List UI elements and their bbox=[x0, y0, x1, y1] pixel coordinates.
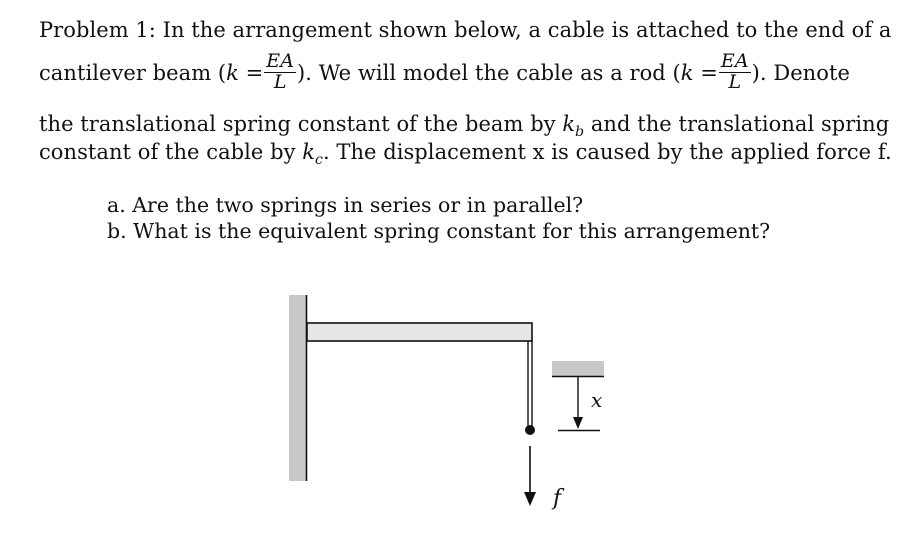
fraction-numerator-2: EA bbox=[720, 50, 749, 72]
fraction-denominator: L bbox=[273, 70, 287, 93]
equals-sign: = bbox=[238, 60, 264, 85]
line2-text-c: ). Denote bbox=[751, 60, 850, 85]
displacement-arrow-head bbox=[573, 417, 583, 429]
kb-symbol: k bbox=[562, 112, 576, 136]
kb-subscript: b bbox=[575, 124, 585, 141]
fraction-denominator-2: L bbox=[728, 70, 742, 93]
cantilever-beam bbox=[307, 323, 532, 341]
question-a: a. Are the two springs in series or in parallel? bbox=[107, 193, 584, 217]
k-symbol-2: k bbox=[680, 60, 694, 85]
kc-subscript: c bbox=[315, 152, 323, 169]
line4-text-a: constant of the cable by bbox=[39, 140, 303, 164]
reference-ground bbox=[552, 361, 604, 376]
question-b: b. What is the equivalent spring constant for this arrangement? bbox=[107, 219, 771, 243]
cable-end-point bbox=[525, 425, 535, 435]
line2-text-b: ). We will model the cable as a rod ( bbox=[297, 60, 681, 85]
line3-text-a: the translational spring constant of the beam by bbox=[39, 112, 563, 136]
fixed-wall bbox=[289, 295, 306, 481]
force-label: f bbox=[553, 486, 562, 511]
k-symbol: k bbox=[226, 60, 239, 85]
line4-text-b: . The displacement x is caused by the applied force f. bbox=[322, 140, 892, 164]
line3-text-b: and the translational spring bbox=[584, 112, 890, 136]
line2-text-a: cantilever beam ( bbox=[39, 60, 227, 85]
force-arrow-head bbox=[524, 492, 536, 506]
problem-line-1: Problem 1: In the arrangement shown below, a cable is attached to the end of a bbox=[39, 18, 892, 42]
equals-sign-2: = bbox=[693, 60, 718, 85]
displacement-label: x bbox=[591, 388, 603, 412]
kc-symbol: k bbox=[302, 140, 316, 164]
fraction-numerator: EA bbox=[266, 50, 294, 72]
